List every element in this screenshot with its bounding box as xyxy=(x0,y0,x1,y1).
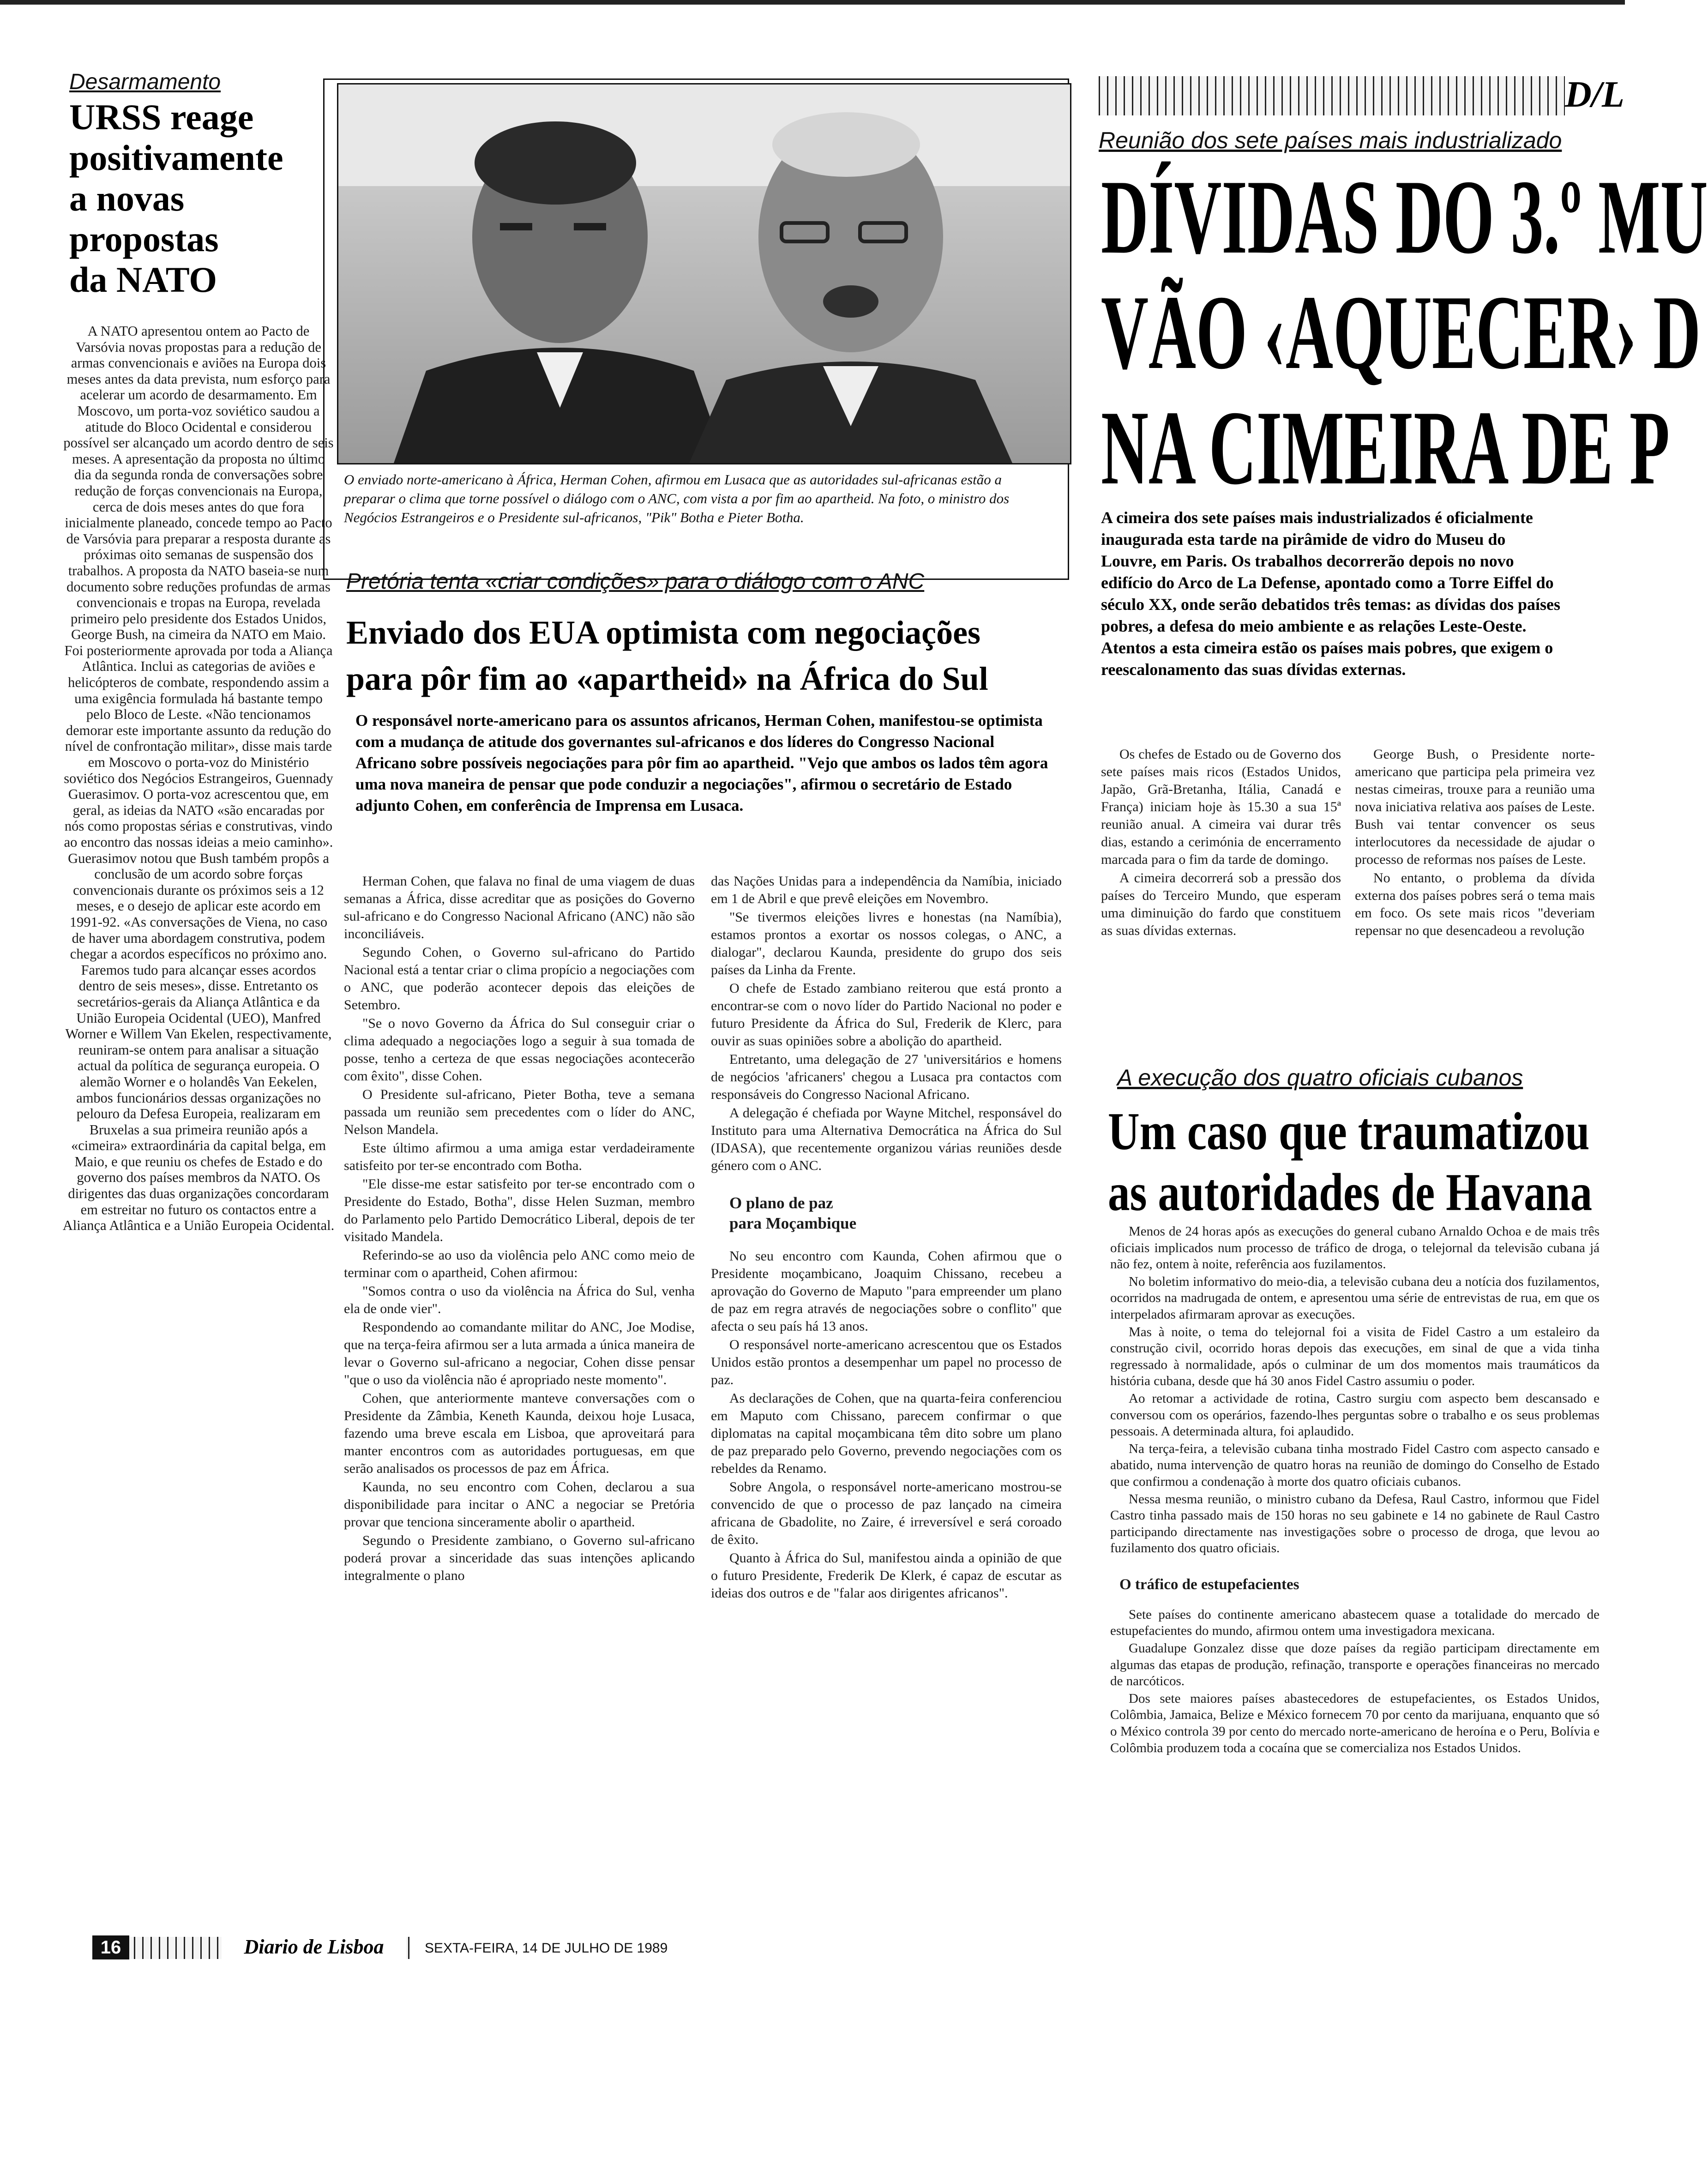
page-number: 16 xyxy=(92,1935,129,1959)
cuba-subhead: O tráfico de estupefacientes xyxy=(1119,1576,1299,1593)
left-headline xyxy=(69,97,328,300)
cuba-headline-line: Um caso que traumatizou xyxy=(1108,1102,1590,1161)
cuba-paragraph: Nessa mesma reunião, o ministro cubano da Defesa, Raul Castro, informou que Fidel Castro tinha passado mais de 150 horas no seu gabinete e 14 no gabinete de Raul Castro participando directamente nas investigações sobre o processo de droga, que levou ao fuzilamento dos quatro oficiais. xyxy=(1110,1491,1600,1556)
masthead-band xyxy=(1099,76,1565,115)
right-kicker: Reunião dos sete países mais industrializado xyxy=(1099,127,1562,153)
mozambique-subhead xyxy=(729,1193,1062,1234)
left-body-paragraph: A NATO apresentou ontem ao Pacto de Varsóvia novas propostas para a redução de armas convencionais e aviões na Europa dois meses antes da data prevista, num esforço para acelerar um acordo de desarmamento. Em Moscovo, um porta-voz soviético saudou a atitude do Bloco Ocidental e considerou possível ser alcançado um acordo dentro de seis meses. A apresentação da proposta no último dia da segunda ronda de conversações sobre redução de forças convencionais na Europa, cerca de dois meses antes do que fora inicialmente planeado, concede tempo ao Pacto de Varsóvia para preparar a resposta durante as próximas oito semanas de suspensão dos trabalhos. A proposta da NATO baseia-se num documento sobre reduções profundas de armas convencionais e tropas na Europa, revelada primeiro pelo presidente dos Estados Unidos, George Bush, na cimeira da NATO em Maio. Foi posteriormente aprovada por toda a Aliança Atlântica. Inclui as categorias de aviões e helicópteros de combate, respondendo assim a uma exigência formulada há bastante tempo pelo Bloco de Leste. «Não tencionamos demorar este importante assunto da redução do nível de confrontação militar», disse mais tarde em Moscovo o porta-voz do Ministério soviético dos Negócios Estrangeiros, Guennady Guerasimov. O porta-voz acrescentou que, em geral, as ideias da NATO «são encaradas por nós como propostas sérias e construtivas, vindo ao encontro das nossas ideias a meio caminho». Guerasimov notou que Bush também propôs a conclusão de um acordo sobre forças convencionais durante os próximos seis a 12 meses, e o desejo de aplicar este acordo em 1991-92. «As conversações de Viena, no caso de haver uma abordagem construtiva, podem chegar a acordos específicos no próximo ano. Faremos tudo para alcançar esses acordos dentro de seis meses», disse. Entretanto os secretários-gerais da Aliança Atlântica e da União Europeia Ocidental (UEO), Manfred Worner e Willem Van Ekelen, respectivamente, reuniram-se ontem para analisar a situação actual da política de segurança europeia. O alemão Worner e o holandês Van Eekelen, ambos funcionários dessas organizações no pelouro da Defesa Europeia, realizaram em Bruxelas a sua primeira reunião após a «cimeira» extraordinária da capital belga, em Maio, e que reuniu os chefes de Estado e do governo dos países membros da NATO. Os dirigentes das duas organizações concordaram em estreitar no futuro os contactos entre a Aliança Atlântica e a União Europeia Ocidental. xyxy=(62,323,335,1234)
center-paragraph: Quanto à África do Sul, manifestou ainda a opinião de que o futuro Presidente, Frederik De Klerk, é capaz de escutar as ideias dos outros e de "falar aos dirigentes africanos". xyxy=(711,1550,1062,1601)
cuba-paragraph: Mas à noite, o tema do telejornal foi a visita de Fidel Castro a um estaleiro da construção civil, ocorrido horas depois das execuções, em sinal de que a vida tinha regressado à normalidade, após o culminar de um dos momentos mais traumáticos da história cubana, desde que há 30 anos Fidel Castro assumiu o poder. xyxy=(1110,1324,1600,1389)
center-lead: O responsável norte-americano para os assuntos africanos, Herman Cohen, manifestou-se optimista com a mudança de atitude dos governantes sul-africanos e dos líderes do Congresso Nacional Africano sobre possíveis negociações para pôr fim ao apartheid. "Vejo que ambos os lados têm agora uma nova maneira de pensar que pode conduzir a negociações", afirmou o secretário de Estado adjunto Cohen, em conferência de Imprensa em Lusaca. xyxy=(355,711,1048,814)
right-paragraph: A cimeira decorrerá sob a pressão dos países do Terceiro Mundo, que esperam uma diminuição do fardo que constituem as suas dívidas externas. xyxy=(1101,870,1341,938)
center-paragraph: O responsável norte-americano acrescentou que os Estados Unidos estão prontos a desempenhar um papel no processo de paz. xyxy=(711,1337,1062,1387)
center-paragraph: As declarações de Cohen, que na quarta-feira conferenciou em Maputo com Chissano, parecem confirmar o que diplomatas na capital moçambicana têm dito sobre um plano de paz preparado pelo Governo, prevendo negociações com os rebeldes da Renamo. xyxy=(711,1391,1062,1476)
right-lead: A cimeira dos sete países mais industrializados é oficialmente inaugurada esta tarde na pirâmide de vidro do Museu do Louvre, em Paris. Os trabalhos decorrerão depois no novo edifício do Arco de La Defense, apontado como a Torre Eiffel do século XX, onde serão debatidos três temas: as dívidas dos países pobres, a defesa do meio ambiente e as relações Leste-Oeste. Atentos a esta cimeira estão os países mais pobres, que exigem o reescalonamento das suas dívidas externas. xyxy=(1101,508,1561,679)
center-paragraph: "Se o novo Governo da África do Sul conseguir criar o clima adequado a negociações logo a seguir à sua tomada de posse, tenho a certeza de que essas negociações acontecerão com êxito", disse Cohen. xyxy=(344,1016,695,1084)
center-headline-line: Enviado dos EUA optimista com negociações xyxy=(346,614,981,651)
right-paragraph: Os chefes de Estado ou de Governo dos sete países mais ricos (Estados Unidos, Japão, Grã-Bretanha, Itália, Canadá e França) iniciam hoje às 15.30 a sua 15ª reunião anual. A cimeira vai durar três dias, estando a cerimónia de encerramento marcada para o fim da tarde de domingo. xyxy=(1101,747,1341,867)
cuba-paragraph: Dos sete maiores países abastecedores de estupefacientes, os Estados Unidos, Colômbia, Jamaica, Belize e México fornecem 70 por cento da marijuana, enquanto que só o México controla 39 por cento do mercado norte-americano de heroína e o Peru, Bolívia e Colômbia produzem toda a cocaína que se comercializa nos Estados Unidos. xyxy=(1110,1691,1600,1755)
cuba-paragraph: No boletim informativo do meio-dia, a televisão cubana deu a notícia dos fuzilamentos, ocorridos na madrugada de ontem, e apresentou uma série de entrevistas de rua, em que os interpelados afirmaram aprovar as execuções. xyxy=(1110,1274,1600,1322)
center-paragraph: Este último afirmou a uma amiga estar verdadeiramente satisfeito por ter-se encontrado com Botha. xyxy=(344,1140,695,1173)
cuba-paragraph: Guadalupe Gonzalez disse que doze países da região participam directamente em algumas das etapas de produção, refinação, transporte e operações financeiras no mercado de narcóticos. xyxy=(1110,1641,1600,1689)
cuba-paragraph: Menos de 24 horas após as execuções do general cubano Arnaldo Ochoa e de mais três oficiais implicados num processo de tráfico de droga, o telejornal da televisão cubana já não fez, ontem à noite, referência aos fuzilamentos. xyxy=(1110,1224,1600,1272)
photo-illustration xyxy=(338,84,1070,463)
masthead-fragment: D/L xyxy=(1565,74,1624,115)
top-rule xyxy=(0,0,1625,5)
botha-photo xyxy=(337,83,1071,464)
right-paragraph: George Bush, o Presidente norte-americano que participa pela primeira vez nestas cimeiras, trouxe para a reunião uma nova iniciativa relativa aos países de Leste. Bush vai tentar convencer os seus interlocutores da necessidade de ajudar o processo de reformas nos países de Leste. xyxy=(1355,747,1595,867)
left-headline-line: propostas xyxy=(69,219,219,259)
center-paragraph: "Somos contra o uso da violência na África do Sul, venha ela de onde vier". xyxy=(344,1284,695,1316)
right-headline-line: NA CIMEIRA DE P xyxy=(1101,389,1670,506)
right-headline xyxy=(1101,158,1708,510)
photo-caption: O enviado norte-americano à África, Herman Cohen, afirmou em Lusaca que as autoridades sul-africanas estão a preparar o clima que torne possível o diálogo com o ANC, com vista a por fim ao apartheid. Na foto, o ministro dos Negócios Estrangeiros e o Presidente sul-africanos, "Pik" Botha e Pieter Botha. xyxy=(344,471,1010,525)
right-paragraph: No entanto, o problema da dívida externa dos países pobres será o tema mais em foco. Os sete mais ricos "deveriam repensar no que desencadeou a revolução xyxy=(1355,870,1595,938)
right-column-1 xyxy=(1101,746,1341,940)
center-paragraph: Sobre Angola, o responsável norte-americano mostrou-se convencido de que o processo de paz lançado na cimeira africana de Gbadolite, no Zaire, é irreversível e será coroado de êxito. xyxy=(711,1479,1062,1547)
center-paragraph: O chefe de Estado zambiano reiterou que está pronto a encontrar-se com o novo líder do Partido Nacional no poder e futuro Presidente da África do Sul, Frederik de Klerc, para ouvir as suas opiniões sobre a abolição do apartheid. xyxy=(711,981,1062,1049)
center-paragraph: Respondendo ao comandante militar do ANC, Joe Modise, que na terça-feira afirmou ser a luta armada a única maneira de levar o Governo sul-africano a negociar, Cohen disse pensar "que o uso da violência não é apropriado neste momento". xyxy=(344,1320,695,1387)
center-paragraph: Entretanto, uma delegação de 27 'universitários e homens de negócios 'africaners' chegou a Lusaca pra contactos com responsáveis do Congresso Nacional Africano. xyxy=(711,1052,1062,1102)
left-kicker: Desarmamento xyxy=(69,70,221,94)
center-headline-line: para pôr fim ao «apartheid» na África do Sul xyxy=(346,660,988,697)
cuba-kicker: A execução dos quatro oficiais cubanos xyxy=(1117,1065,1523,1091)
center-column-1 xyxy=(344,873,695,1585)
cuba-paragraph: Sete países do continente americano abastecem quase a totalidade do mercado de estupefacientes do mundo, afirmou ontem uma investigadora mexicana. xyxy=(1110,1607,1600,1639)
cuba-paragraph: Ao retomar a actividade de rotina, Castro surgiu com aspecto bem descansado e conversou com os operários, fazendo-lhes perguntas sobre o trabalho e os seus problemas pessoais. A determinada altura, foi aplaudido. xyxy=(1110,1391,1600,1439)
right-headline-line: VÃO ‹AQUECER› D xyxy=(1101,273,1701,391)
cuba-body xyxy=(1110,1224,1600,1757)
footer-date: SEXTA-FEIRA, 14 DE JULHO DE 1989 xyxy=(425,1941,668,1956)
center-paragraph: Segundo o Presidente zambiano, o Governo sul-africano poderá provar a sinceridade das suas intenções aplicando integralmente o plano xyxy=(344,1533,695,1583)
center-paragraph: "Se tivermos eleições livres e honestas (na Namíbia), estamos prontos a exortar os nossos colegas, o ANC, a dialogar", declarou Kaunda, presidente do grupo dos seis países da Linha da Frente. xyxy=(711,910,1062,977)
right-column-2 xyxy=(1355,746,1595,940)
center-headline xyxy=(346,609,1085,702)
cuba-headline-line: as autoridades de Havana xyxy=(1108,1163,1593,1222)
cuba-paragraph: Na terça-feira, a televisão cubana tinha mostrado Fidel Castro com aspecto cansado e abatido, numa intervenção de quatro horas na reunião de domingo do Conselho de Estado que confirmou a condenação à morte dos quatro oficiais cubanos. xyxy=(1110,1441,1600,1489)
subhead-line: O plano de paz xyxy=(729,1194,833,1212)
left-article-body xyxy=(62,323,335,1235)
center-paragraph: Kaunda, no seu encontro com Cohen, declarou a sua disponibilidade para incitar o ANC a negociar se Pretória provar que tenciona sinceramente abolir o apartheid. xyxy=(344,1479,695,1530)
center-paragraph: Segundo Cohen, o Governo sul-africano do Partido Nacional está a tentar criar o clima propício a negociações com o ANC, que poderão acontecer depois das eleições de Setembro. xyxy=(344,945,695,1013)
left-headline-line: da NATO xyxy=(69,259,217,300)
footer-masthead: Diario de Lisboa xyxy=(222,1935,406,1959)
left-headline-line: positivamente xyxy=(69,138,283,178)
cuba-headline xyxy=(1108,1101,1620,1223)
left-headline-line: a novas xyxy=(69,178,185,218)
center-paragraph: "Ele disse-me estar satisfeito por ter-se encontrado com o Presidente do Estado, Botha", disse Helen Suzman, membro do Parlamento pelo Partido Democrático Liberal, depois de ter visitado Mandela. xyxy=(344,1176,695,1244)
center-paragraph: das Nações Unidas para a independência da Namíbia, iniciado em 1 de Abril e que prevê eleições em Novembro. xyxy=(711,874,1062,906)
center-kicker: Pretória tenta «criar condições» para o diálogo com o ANC xyxy=(346,569,925,594)
subhead-line: para Moçambique xyxy=(729,1214,857,1232)
center-paragraph: Referindo-se ao uso da violência pelo ANC como meio de terminar com o apartheid, Cohen afirmou: xyxy=(344,1248,695,1280)
right-headline-line: DÍVIDAS DO 3.º MU xyxy=(1101,158,1708,276)
left-headline-line: URSS reage xyxy=(69,97,254,137)
center-paragraph: A delegação é chefiada por Wayne Mitchel, responsável do Instituto para uma Alternativa Democrática na África do Sul (IDASA), que recentemente organizou várias reuniões desde género com o ANC. xyxy=(711,1105,1062,1173)
center-paragraph: No seu encontro com Kaunda, Cohen afirmou que o Presidente moçambicano, Joaquim Chissano, recebeu a aprovação do Governo de Maputo "para empreender um plano de paz em regra através de negociações sobre o conflito" que afecta o seu país há 13 anos. xyxy=(711,1248,1062,1334)
center-paragraph: Herman Cohen, que falava no final de uma viagem de duas semanas a África, disse acreditar que as posições do Governo sul-africano e do Congresso Nacional Africano (ANC) não são inconciliáveis. xyxy=(344,874,695,941)
center-column-2 xyxy=(711,873,1062,1603)
center-paragraph: Cohen, que anteriormente manteve conversações com o Presidente da Zâmbia, Keneth Kaunda, deixou hoje Lusaca, fazendo uma breve escala em Lisboa, que aproveitará para manter encontros com as autoridades portuguesas, em que serão analisados os processos de paz em África. xyxy=(344,1391,695,1476)
center-paragraph: O Presidente sul-africano, Pieter Botha, teve a semana passada um reunião sem precedentes com o líder do ANC, Nelson Mandela. xyxy=(344,1087,695,1137)
